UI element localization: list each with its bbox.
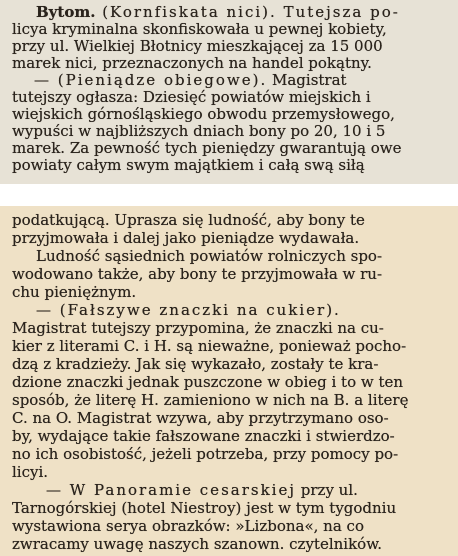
text-line xyxy=(12,518,450,535)
clipping-bottom xyxy=(0,206,458,556)
line-text: by, wydające takie fałszowane znaczki i stwierdzo- xyxy=(12,428,395,445)
text-line xyxy=(12,536,450,553)
text-line xyxy=(12,55,450,72)
text-line xyxy=(12,38,450,55)
line-text: licyi. xyxy=(12,464,49,481)
text-line xyxy=(36,4,450,21)
line-text: wystawiona serya obrazków: »Lizbona«, na co xyxy=(12,518,364,535)
text-line xyxy=(12,410,450,427)
line-text: tutejszy ogłasza: Dziesięć powiatów miejskich i xyxy=(12,89,371,106)
text-line xyxy=(12,374,450,391)
text-line xyxy=(12,338,450,355)
text-line xyxy=(12,106,450,123)
text-line xyxy=(12,320,450,337)
text-line xyxy=(12,123,450,140)
text-line xyxy=(12,230,450,247)
text-line xyxy=(12,284,450,301)
text-line xyxy=(12,356,450,373)
text-line xyxy=(12,392,450,409)
line-text: wodowano także, aby bony te przyjmowała w ru- xyxy=(12,266,383,283)
text-line xyxy=(12,21,450,38)
line-text: wypuści w najbliższych dniach bony po 20, 10 i 5 xyxy=(12,123,386,140)
line-text: Magistrat xyxy=(267,72,347,89)
text-line xyxy=(36,302,450,319)
line-text: chu pieniężnym. xyxy=(12,284,137,301)
line-text: marek nici, przeznaczonych na handel pokątny. xyxy=(12,55,372,72)
line-text: C. na O. Magistrat wzywa, aby przytrzymano oso- xyxy=(12,410,389,427)
line-text: przy ul. xyxy=(296,482,358,499)
line-text: licya kryminalna skonfiskowała u pewnej kobiety, xyxy=(12,21,387,38)
line-text: przyjmowała i dalej jako pieniądze wydawała. xyxy=(12,230,360,247)
headline-bytom: Bytom. xyxy=(36,4,96,21)
text-line xyxy=(46,482,450,499)
line-text: kier z literami C. i H. są nieważne, ponieważ pocho- xyxy=(12,338,407,355)
text-line xyxy=(12,266,450,283)
line-text: Tarnogórskiej (hotel Niestroy) jest w tym tygodniu xyxy=(12,500,397,517)
text-line xyxy=(12,464,450,481)
line-text: (Kornfiskata nici). Tutejsza po- xyxy=(95,4,400,21)
line-text: sposób, że literę H. zamieniono w nich na B. a literę xyxy=(12,392,409,409)
text-line xyxy=(12,140,450,157)
text-line xyxy=(36,248,450,265)
line-text: powiaty całym swym majątkiem i całą swą siłą xyxy=(12,157,365,174)
headline-pieniadze: — (Pieniądze obiegowe). xyxy=(34,72,268,89)
line-text: zwracamy uwagę naszych szanown. czytelników. xyxy=(12,536,383,553)
line-text: marek. Za pewność tych pieniędzy gwarantują owe xyxy=(12,140,402,157)
line-text: podatkującą. Uprasza się ludność, aby bony te xyxy=(12,212,365,229)
text-line xyxy=(34,72,450,89)
text-line xyxy=(12,428,450,445)
line-text: Ludność sąsiednich powiatów rolniczych spo- xyxy=(36,248,383,265)
text-line xyxy=(12,157,450,174)
headline-panorama: — W Panoramie cesarskiej xyxy=(46,482,296,499)
text-line xyxy=(12,89,450,106)
line-text: dzione znaczki jednak puszczone w obieg i to w ten xyxy=(12,374,404,391)
headline-falszywe-znaczki: — (Fałszywe znaczki na cukier). xyxy=(36,302,341,319)
line-text: no ich osobistość, jeżeli potrzeba, przy pomocy po- xyxy=(12,446,399,463)
text-line xyxy=(12,212,450,229)
text-line xyxy=(12,500,450,517)
line-text: przy ul. Wielkiej Błotnicy mieszkającej za 15 000 xyxy=(12,38,383,55)
clipping-top xyxy=(0,0,458,184)
line-text: Magistrat tutejszy przypomina, że znaczki na cu- xyxy=(12,320,384,337)
text-line xyxy=(12,446,450,463)
line-text: wiejskich górnośląskiego obwodu przemysłowego, xyxy=(12,106,395,123)
line-text: dzą z kradzieży. Jak się wykazało, zostały te kra- xyxy=(12,356,379,373)
